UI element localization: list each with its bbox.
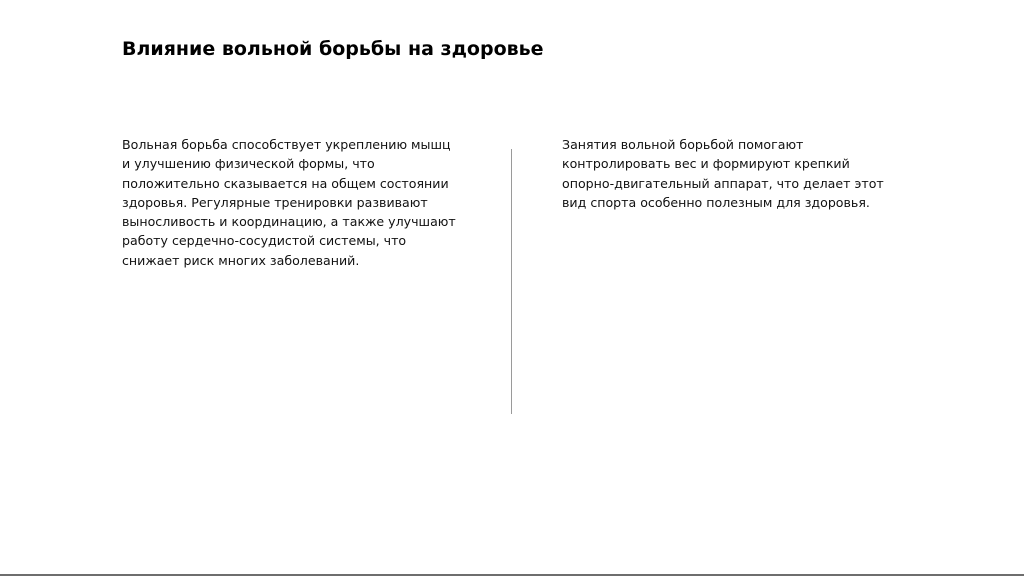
right-column-text: Занятия вольной борьбой помогают контролировать вес и формируют крепкий опорно-двигательный аппарат, что делает этот вид спорта особенно полезным для здоровья. bbox=[562, 137, 884, 210]
column-divider bbox=[511, 149, 512, 414]
left-column-text: Вольная борьба способствует укреплению мышц и улучшению физической формы, что положительно сказывается на общем состоянии здоровья. Регулярные тренировки развивают выносливость и координацию, а также улучшают работу сердечно-сосудистой системы, что снижает риск многих заболеваний. bbox=[122, 137, 456, 268]
slide-title: Влияние вольной борьбы на здоровье bbox=[122, 38, 544, 60]
